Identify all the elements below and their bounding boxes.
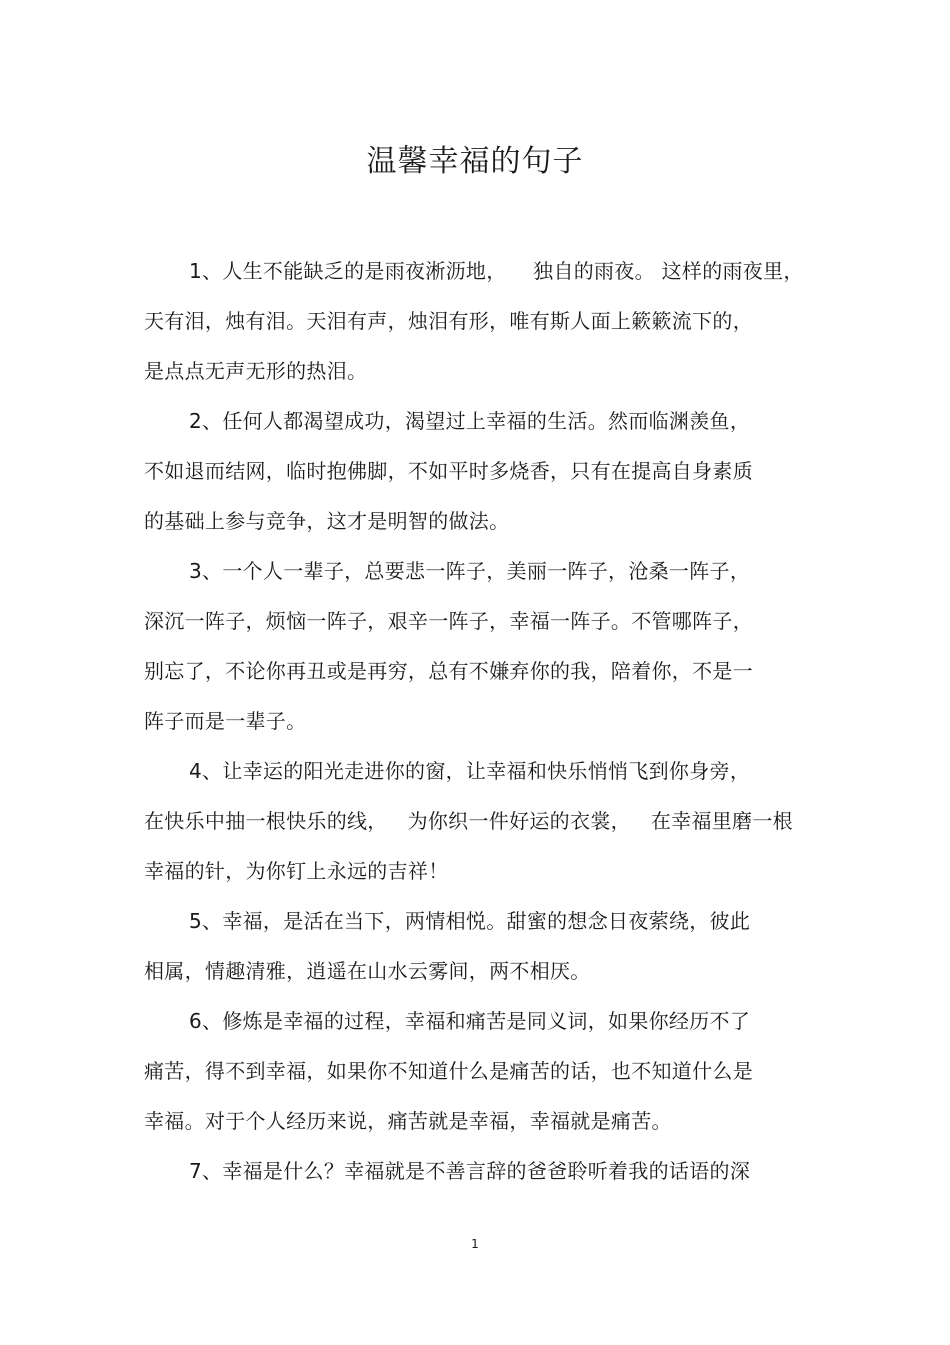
text-line: 是点点无声无形的热泪。: [144, 359, 368, 383]
text-line: 幸福。对于个人经历来说，痛苦就是幸福，幸福就是痛苦。: [144, 1109, 672, 1133]
paragraph: [144, 546, 814, 746]
page-title: 温馨幸福的句子: [366, 144, 584, 179]
paragraph: [144, 396, 814, 546]
text-line: 相属，情趣清雅，逍遥在山水云雾间，两不相厌。: [144, 959, 591, 983]
paragraph: [144, 1146, 814, 1196]
text-line: 2、任何人都渴望成功，渴望过上幸福的生活。然而临渊羡鱼，: [189, 409, 751, 433]
text-line: 不如退而结网，临时抱佛脚，不如平时多烧香，只有在提高自身素质: [144, 459, 753, 483]
paragraph: [144, 996, 814, 1146]
text-line: 天有泪，烛有泪。天泪有声，烛泪有形，唯有斯人面上簌簌流下的，: [144, 309, 753, 333]
text-line: 深沉一阵子，烦恼一阵子，艰辛一阵子，幸福一阵子。不管哪阵子，: [144, 609, 753, 633]
text-line: 7、幸福是什么？幸福就是不善言辞的爸爸聆听着我的话语的深: [189, 1159, 751, 1183]
text-line: 1、人生不能缺乏的是雨夜淅沥地， 独自的雨夜。 这样的雨夜里，: [189, 259, 804, 283]
text-line: 在快乐中抽一根快乐的线， 为你织一件好运的衣裳， 在幸福里磨一根: [144, 809, 793, 833]
text-line: 4、让幸运的阳光走进你的窗，让幸福和快乐悄悄飞到你身旁，: [189, 759, 751, 783]
page-number: 1: [471, 1237, 479, 1251]
text-line: 幸福的针，为你钉上永远的吉祥！: [144, 859, 449, 883]
text-line: 的基础上参与竞争，这才是明智的做法。: [144, 509, 510, 533]
text-line: 痛苦，得不到幸福，如果你不知道什么是痛苦的话，也不知道什么是: [144, 1059, 753, 1083]
document-body: [144, 246, 814, 1196]
paragraph: [144, 746, 814, 896]
text-line: 6、修炼是幸福的过程，幸福和痛苦是同义词，如果你经历不了: [189, 1009, 751, 1033]
paragraph: [144, 896, 814, 996]
paragraph: [144, 246, 814, 396]
text-line: 5、幸福，是活在当下，两情相悦。甜蜜的想念日夜萦绕，彼此: [189, 909, 751, 933]
text-line: 阵子而是一辈子。: [144, 709, 307, 733]
text-line: 3、一个人一辈子，总要悲一阵子，美丽一阵子，沧桑一阵子，: [189, 559, 751, 583]
text-line: 别忘了，不论你再丑或是再穷，总有不嫌弃你的我，陪着你，不是一: [144, 659, 753, 683]
